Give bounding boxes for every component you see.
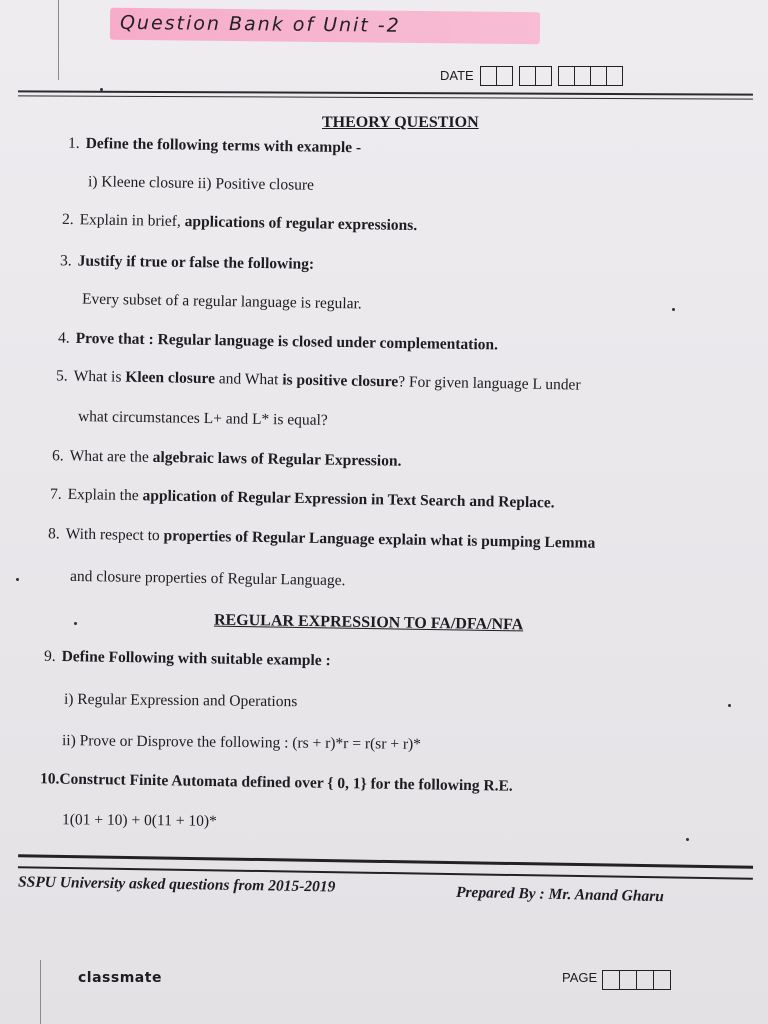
question-9-part-ii: ii) Prove or Disprove the following : (rs + r)*r = r(sr + r)* [61, 732, 422, 753]
ink-dot [100, 88, 103, 91]
regex-heading: REGULAR EXPRESSION TO FA/DFA/NFA [213, 611, 524, 634]
question-2: 2. Explain in brief, applications of regular expressions. [61, 210, 418, 235]
question-1-sub: i) Kleene closure ii) Positive closure [87, 173, 315, 194]
date-label: DATE [440, 68, 474, 83]
question-3-sub: Every subset of a regular language is regular. [81, 290, 362, 313]
question-1: 1. Define the following terms with example - [67, 134, 362, 157]
question-10: 10.Construct Finite Automata defined over { 0, 1} for the following R.E. [39, 770, 513, 795]
question-9: 9. Define Following with suitable example : [43, 647, 331, 670]
ink-dot [16, 578, 19, 581]
ink-dot [74, 622, 77, 625]
question-10-expression: 1(01 + 10) + 0(11 + 10)* [61, 811, 217, 830]
footer-source: SSPU University asked questions from 2015-2019 [17, 873, 336, 896]
question-6: 6. What are the algebraic laws of Regular Expression. [51, 447, 402, 470]
ink-dot [672, 308, 675, 311]
footer-author: Prepared By : Mr. Anand Gharu [455, 883, 665, 906]
ink-dot [728, 704, 731, 707]
question-9-part-i: i) Regular Expression and Operations [63, 690, 298, 711]
ink-dot [686, 838, 689, 841]
question-8: 8. With respect to properties of Regular Language explain what is pumping Lemma [47, 525, 596, 552]
question-8-line2: and closure properties of Regular Language. [69, 567, 346, 590]
notebook-brand: classmate [78, 970, 162, 986]
theory-heading: THEORY QUESTION [322, 114, 479, 131]
question-3: 3. Justify if true or false the following: [59, 252, 315, 273]
page-number-boxes [602, 970, 671, 990]
handwritten-title: Question Bank of Unit -2 [119, 11, 401, 37]
question-5-line2: what circumstances L+ and L* is equal? [77, 408, 328, 429]
question-4: 4. Prove that : Regular language is closed under complementation. [57, 329, 499, 354]
page-label: PAGE [562, 970, 598, 985]
question-7: 7. Explain the application of Regular Expression in Text Search and Replace. [49, 485, 555, 512]
question-5: 5. What is Kleen closure and What is positive closure? For given language L under [55, 367, 581, 394]
